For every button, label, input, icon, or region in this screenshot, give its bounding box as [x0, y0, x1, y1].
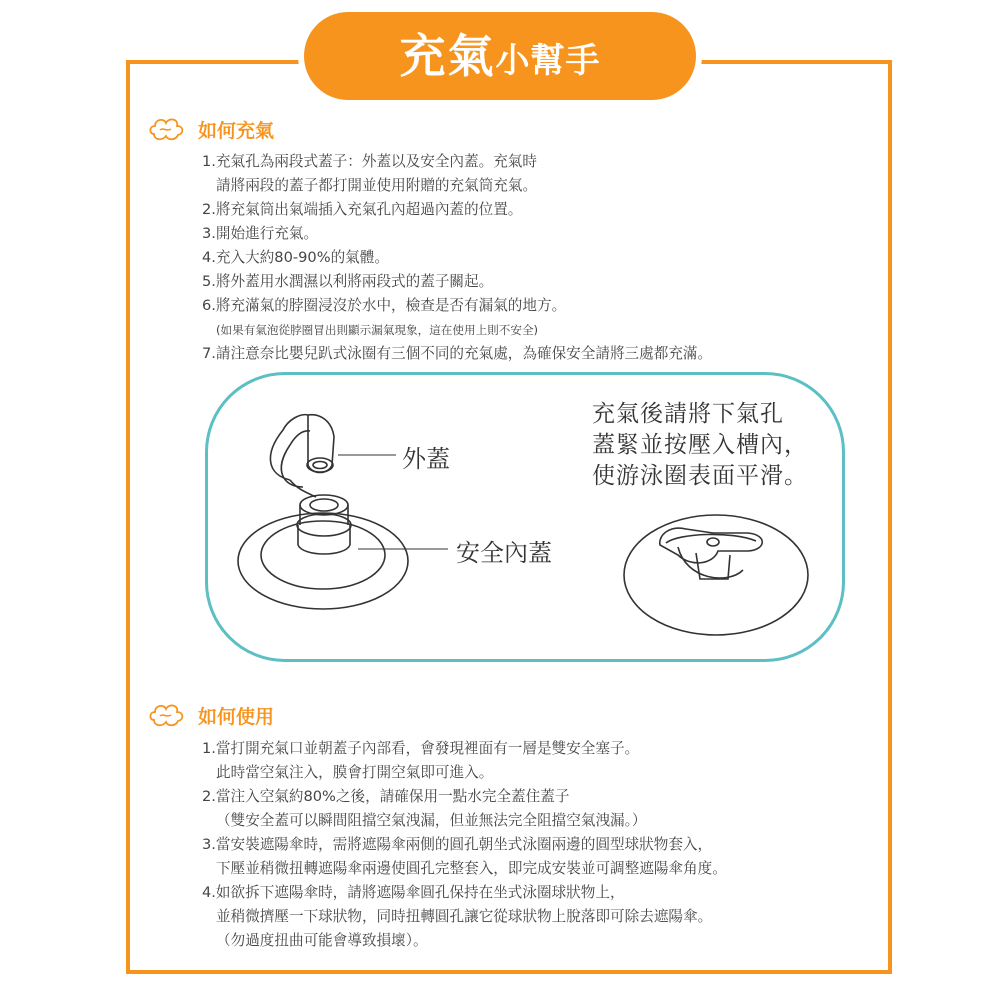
inflate-instructions: [202, 150, 712, 366]
list-item: 4.充入大約80-90%的氣體。: [202, 249, 389, 266]
list-item: （雙安全蓋可以瞬間阻擋空氣洩漏，但並無法完全阻擋空氣洩漏。）: [216, 812, 647, 829]
title-badge: [304, 12, 696, 100]
tip-line: 使游泳圈表面平滑。: [592, 463, 808, 489]
list-item: 1.當打開充氣口並朝蓋子內部看，會發現裡面有一層是雙安全塞子。: [202, 740, 640, 757]
list-item: 3.當安裝遮陽傘時，需將遮陽傘兩側的圓孔朝坐式泳圈兩邊的圓型球狀物套入，: [202, 836, 713, 853]
tip-line: 充氣後請將下氣孔: [592, 401, 784, 427]
list-item: （勿過度扭曲可能會導致損壞）。: [216, 932, 428, 949]
section-title: 如何充氣: [198, 119, 275, 142]
section-how-to-inflate-heading: [148, 112, 274, 146]
cloud-doodle-icon: [148, 114, 188, 144]
label-outer-cap: 外蓋: [402, 445, 450, 473]
list-item: 下壓並稍微扭轉遮陽傘兩邊使圓孔完整套入，即完成安裝並可調整遮陽傘角度。: [216, 860, 727, 877]
valve-diagram: [205, 372, 845, 662]
usage-instructions: [202, 737, 727, 953]
tip-line: 蓋緊並按壓入槽內，: [592, 432, 808, 458]
section-how-to-use-heading: [148, 698, 274, 732]
closed-valve-drawing: [624, 515, 808, 635]
list-item: 請將兩段的蓋子都打開並使用附贈的充氣筒充氣。: [216, 177, 538, 194]
title-main: 充氣: [399, 29, 496, 83]
list-item: 3.開始進行充氣。: [202, 225, 319, 242]
label-inner-cap: 安全內蓋: [456, 539, 552, 567]
closing-tip: [592, 399, 808, 492]
cloud-doodle-icon: [148, 700, 188, 730]
list-item: 2.當注入空氣約80%之後，請確保用一點水完全蓋住蓋子: [202, 788, 570, 805]
list-item: 5.將外蓋用水潤濕以利將兩段式的蓋子關起。: [202, 273, 494, 290]
list-item: 1.充氣孔為兩段式蓋子：外蓋以及安全內蓋。充氣時: [202, 153, 537, 170]
open-valve-drawing: [238, 415, 408, 609]
list-item: 此時當空氣注入，膜會打開空氣即可進入。: [216, 764, 494, 781]
section-title: 如何使用: [198, 705, 275, 728]
list-item: 並稍微擠壓一下球狀物，同時扭轉圓孔讓它從球狀物上脫落即可除去遮陽傘。: [216, 908, 713, 925]
list-item: 6.將充滿氣的脖圈浸沒於水中，檢查是否有漏氣的地方。: [202, 297, 567, 314]
title-sub: 小幫手: [495, 41, 601, 81]
list-item: 4.如欲拆下遮陽傘時，請將遮陽傘圓孔保持在坐式泳圈球狀物上，: [202, 884, 625, 901]
list-item: 7.請注意奈比嬰兒趴式泳圈有三個不同的充氣處，為確保安全請將三處都充滿。: [202, 345, 713, 362]
list-item: 2.將充氣筒出氣端插入充氣孔內超過內蓋的位置。: [202, 201, 523, 218]
list-item-note: (如果有氣泡從脖圈冒出則顯示漏氣現象，這在使用上則不安全): [216, 323, 539, 337]
